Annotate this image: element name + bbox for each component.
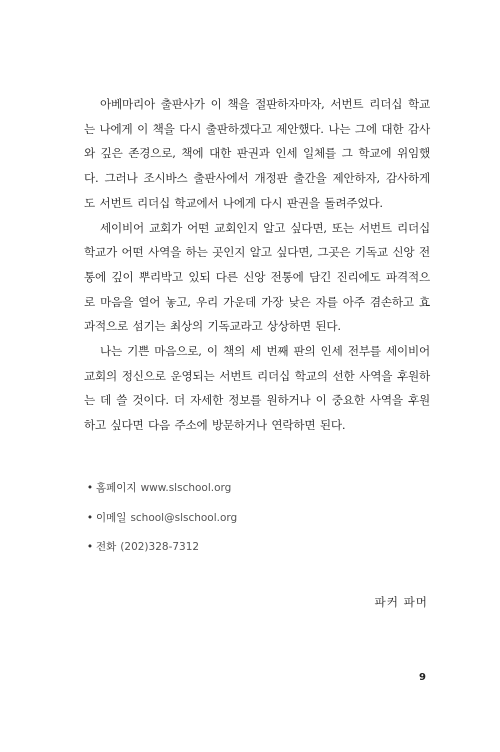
paragraph-3: 나는 기쁜 마음으로, 이 책의 세 번째 판의 인세 전부를 세이비어 교회의 정신으로 운영되는 서번트 리더십 학교의 선한 사역을 후원하는 데 쓸 것이다. 더 자세한 정보를 원하거나 이 중요한 사역을 후원하고 싶다면 다음 주소에 방문하거나 연락하면 된다. [84,344,430,433]
author-signature: 파커 파머 [374,595,428,609]
page-number: 9 [419,672,426,683]
contact-value: www.slschool.org [140,482,232,494]
contact-label: 전화 [96,541,117,553]
contact-item-homepage [84,481,430,496]
contact-item-phone [84,540,430,555]
paragraph-2: 세이비어 교회가 어떤 교회인지 알고 싶다면, 또는 서번트 리더십 학교가 어떤 사역을 하는 곳인지 알고 싶다면, 그곳은 기독교 신앙 전통에 깊이 뿌리박고 있되 다른 신앙 전통에 담긴 진리에도 파격적으로 마음을 열어 놓고, 우리 가운데 가장 낮은 자를 아주 겸손하고 효과적으로 섬기는 최상의 기독교라고 상상하면 된다. [84,220,430,334]
contact-item-email [84,511,430,526]
contact-value: (202)328-7312 [120,541,200,553]
bullet-icon: • [86,511,94,524]
bullet-icon: • [86,482,94,494]
paragraph-1: 아베마리아 출판사가 이 책을 절판하자마자, 서번트 리더십 학교는 나에게 이 책을 다시 출판하겠다고 제안했다. 나는 그에 대한 감사와 깊은 존경으로, 책에 대한 판권과 인세 일체를 그 학교에 위임했다. 그러나 조시바스 출판사에서 개정판 출간을 제안하자, 감사하게도 서번트 리더십 학교에서 나에게 다시 판권을 돌려주었다. [84,97,430,210]
contact-label: 이메일 [96,511,127,524]
contact-list [84,481,430,570]
contact-label: 홈페이지 [96,482,137,494]
body-text [84,92,430,438]
bullet-icon: • [86,541,94,553]
contact-value: school@slschool.org [130,511,238,524]
